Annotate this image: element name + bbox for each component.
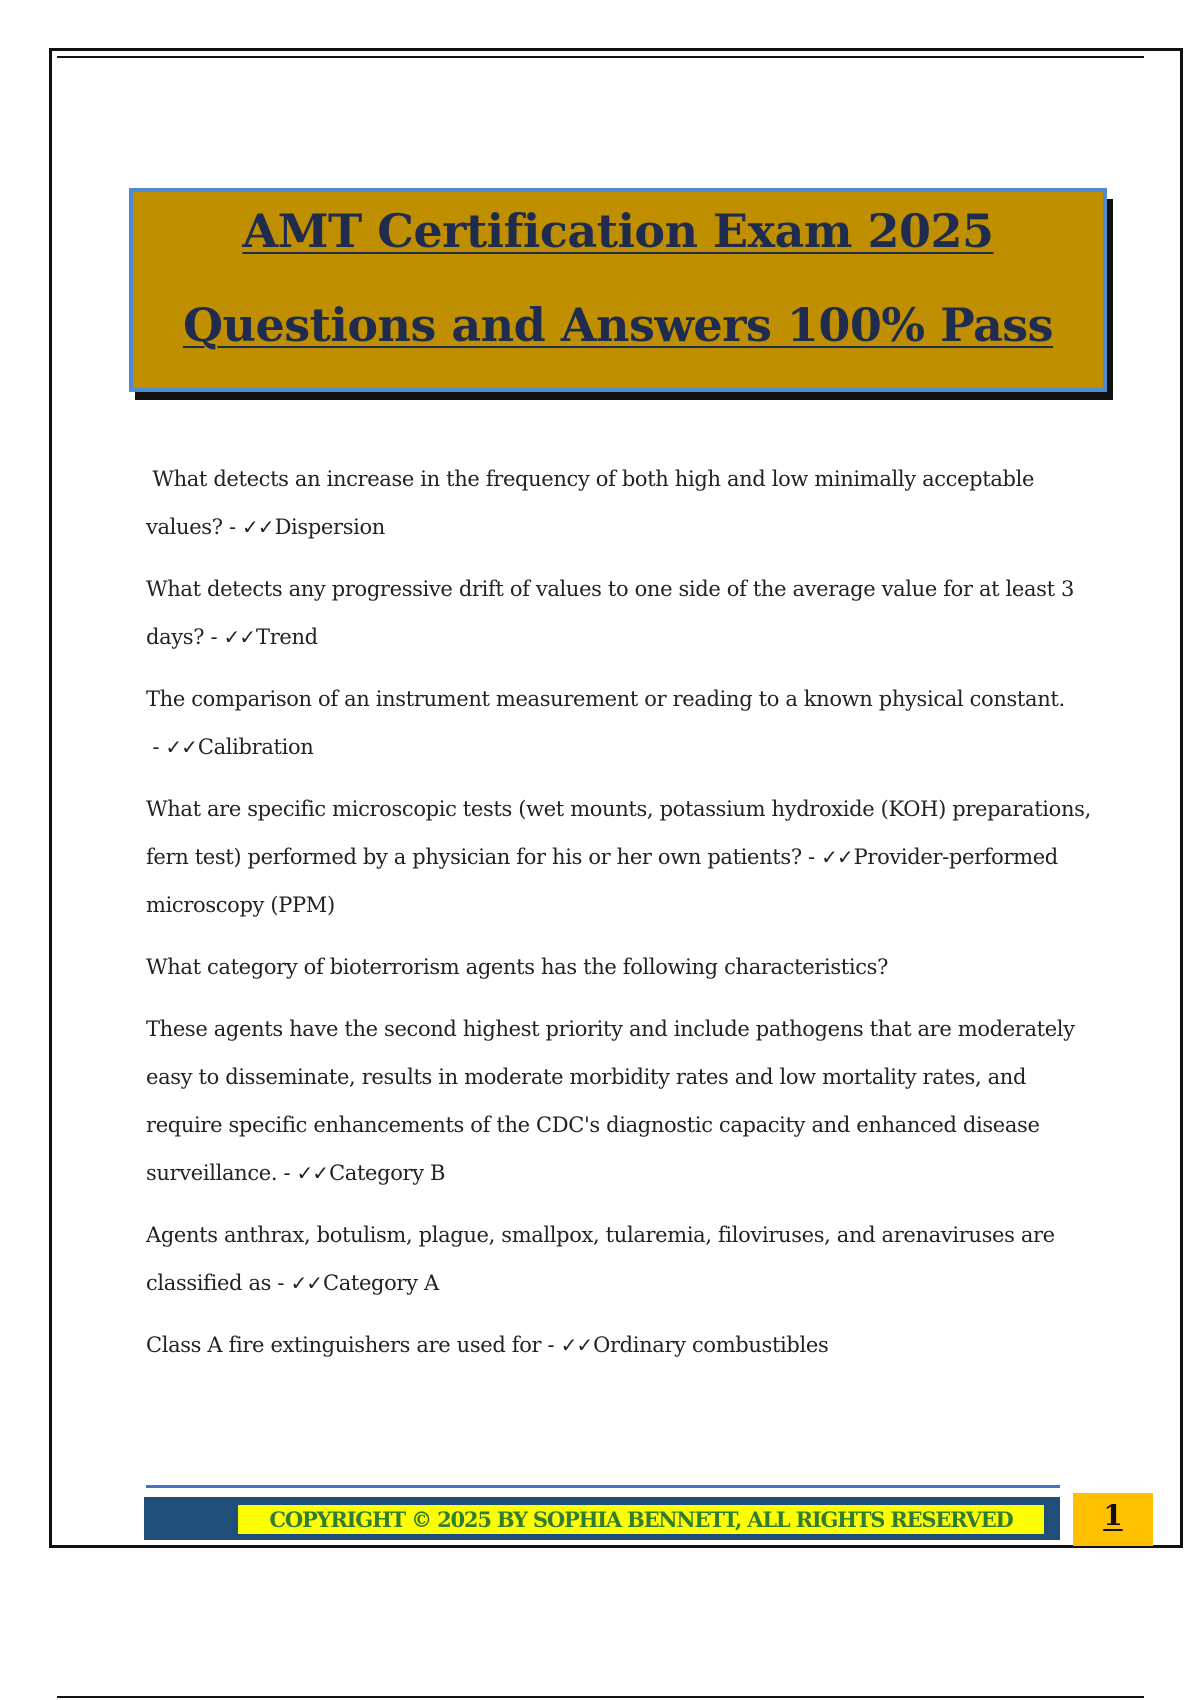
qa-item xyxy=(146,785,1096,929)
title-line-1: AMT Certification Exam 2025 xyxy=(242,204,994,258)
answer-text: Trend xyxy=(256,625,318,649)
question-text: Class A fire extinguishers are used for xyxy=(146,1333,542,1357)
qa-item xyxy=(146,565,1096,661)
double-check-icon: ✓✓ xyxy=(242,515,274,539)
bottom-rule xyxy=(57,1696,1144,1698)
qa-item xyxy=(146,455,1096,551)
qa-item xyxy=(146,675,1096,771)
double-check-icon: ✓✓ xyxy=(223,625,256,649)
title-banner xyxy=(129,188,1107,392)
separator: - xyxy=(801,845,822,869)
answer-text: Ordinary combustibles xyxy=(593,1333,829,1357)
double-check-icon: ✓✓ xyxy=(165,735,197,759)
separator: - xyxy=(271,1271,291,1295)
separator: - xyxy=(541,1333,561,1357)
question-text: These agents have the second highest priority and include pathogens that are moderately easy to disseminate, results in moderate morbidity rates and low mortality rates, and require specific enhancements of the CDC's diagnostic capacity and enhanced disease surveillance. xyxy=(146,1017,1075,1185)
answer-text: Provider-performed microscopy (PPM) xyxy=(146,845,1058,917)
answer-text: Category B xyxy=(329,1161,446,1185)
page-number: 1 xyxy=(1103,1499,1123,1532)
question-text: What detects any progressive drift of values to one side of the average value for at least 3 days? xyxy=(146,577,1075,649)
separator: - xyxy=(222,515,243,539)
answer-text: Category A xyxy=(322,1271,439,1295)
title-line-2: Questions and Answers 100% Pass xyxy=(182,298,1054,352)
question-text: What category of bioterrorism agents has the following characteristics? xyxy=(146,955,888,979)
separator: - xyxy=(204,625,224,649)
question-text: Agents anthrax, botulism, plague, smallpox, tularemia, filoviruses, and arenaviruses are classified as xyxy=(146,1223,1055,1295)
qa-item xyxy=(146,943,1096,991)
qa-item xyxy=(146,1005,1096,1197)
double-check-icon: ✓✓ xyxy=(290,1271,322,1295)
copyright-notice: COPYRIGHT © 2025 BY SOPHIA BENNETT, ALL RIGHTS RESERVED xyxy=(238,1505,1044,1534)
answer-text: Dispersion xyxy=(274,515,385,539)
double-check-icon: ✓✓ xyxy=(560,1333,593,1357)
page-number-box xyxy=(1073,1493,1153,1546)
double-check-icon: ✓✓ xyxy=(296,1161,329,1185)
separator: - xyxy=(146,735,166,759)
qa-item xyxy=(146,1321,1096,1369)
qa-item xyxy=(146,1211,1096,1307)
answer-text: Calibration xyxy=(197,735,314,759)
qa-list xyxy=(146,455,1096,1383)
double-check-icon: ✓✓ xyxy=(821,845,853,869)
footer-rule xyxy=(146,1485,1060,1488)
question-text: What detects an increase in the frequency of both high and low minimally acceptable values? xyxy=(146,467,1035,539)
question-text: The comparison of an instrument measurement or reading to a known physical constant. xyxy=(146,687,1065,711)
question-text: What are specific microscopic tests (wet mounts, potassium hydroxide (KOH) preparations, fern test) performed by a physician for his or her own patients? xyxy=(146,797,1091,869)
separator: - xyxy=(277,1161,297,1185)
